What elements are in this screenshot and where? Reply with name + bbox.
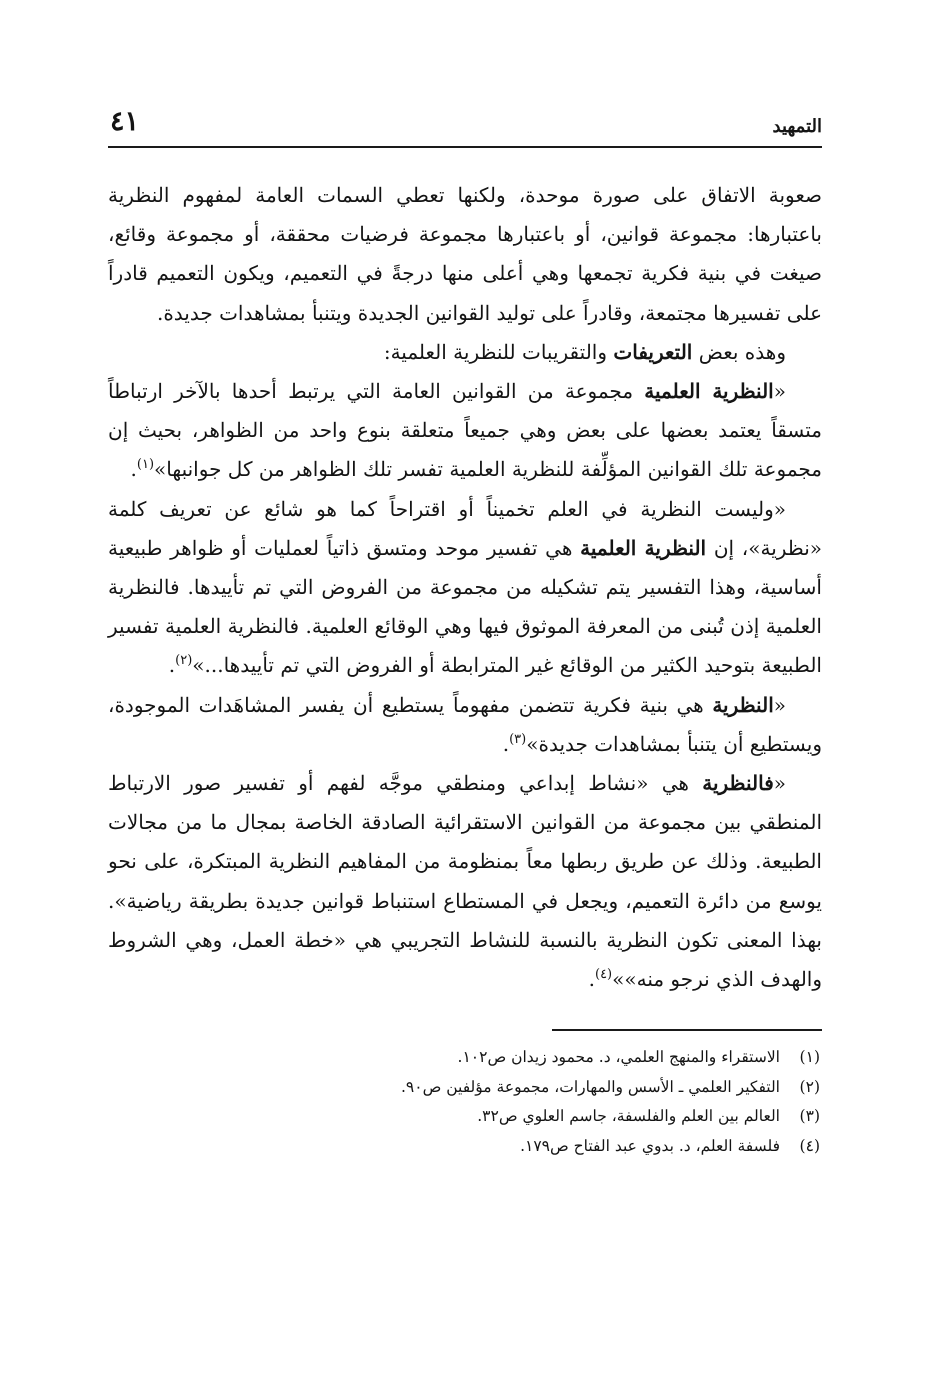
section-title: التمهيد — [772, 116, 822, 137]
footnote-number: (١) — [799, 1048, 820, 1067]
text-run: «وليست النظرية في العلم تخميناً أو اقتراحاً كما هو شائع عن تعريف كلمة «نظرية»، إن — [108, 496, 823, 560]
text-run: مجموعة من القوانين العامة التي يرتبط أحدها بالآخر ارتباطاً متسقاً يعتمد بعضها على بعض وهي جميعاً متعلقة بنوع واحد من الظواهر، بحيث إن مجموعة تلك القوانين المؤلِّفة للنظرية العلمية تفسر تلك الظواهر من كل جوانبها» — [108, 379, 822, 482]
text-run: . — [502, 731, 510, 756]
bold-term: النظرية العلمية — [580, 535, 707, 560]
text-run: وهذه بعض — [692, 339, 786, 364]
footnote-text: الاستقراء والمنهج العلمي، د. محمود زيدان ص١٠٢. — [457, 1048, 780, 1067]
bold-term: النظرية العلمية — [644, 379, 774, 404]
footnote-item — [108, 1132, 822, 1162]
text-run: هي تفسير موحد ومتسق ذاتياً لعمليات أو ظواهر طبيعية أساسية، وهذا التفسير يتم تشكيله من مجموعة من الفروض التي تم تأييدها. فالنظرية العلمية إذن تُبنى من المعرفة الموثوق فيها وهي الوقائع العلمية. فالنظرية العلمية تفسير الطبيعة بتوحيد الكثير من الوقائع غير المترابطة أو الفروض التي تم تأييدها...» — [108, 535, 822, 678]
quote-mark: « — [773, 771, 786, 796]
text-run: والتقريبات للنظرية العلمية: — [383, 339, 614, 364]
footnote-text: التفكير العلمي ـ الأسس والمهارات، مجموعة مؤلفين ص٩٠. — [400, 1077, 780, 1096]
footnote-ref: (٣) — [509, 731, 527, 747]
quote-mark: « — [773, 692, 786, 717]
book-page — [108, 100, 822, 1161]
footnote-item — [108, 1073, 822, 1103]
quote-mark: « — [773, 379, 786, 404]
footnote-number: (٤) — [799, 1136, 820, 1155]
footnote-text: العالم بين العلم والفلسفة، جاسم العلوي ص٣٢. — [477, 1107, 780, 1126]
footnotes — [108, 1043, 822, 1161]
footnote-ref: (٢) — [175, 653, 193, 669]
text-run: هي بنية فكرية تتضمن مفهوماً يستطيع أن يفسر المشاهَدات الموجودة، ويستطيع أن يتنبأ بمشاهدات جديدة» — [108, 692, 822, 756]
bold-term: فالنظرية — [702, 771, 774, 796]
body-text — [108, 176, 822, 999]
paragraph-5 — [108, 686, 822, 764]
footnote-divider — [552, 1029, 822, 1031]
footnote-number: (٢) — [799, 1077, 820, 1096]
text-run: . — [168, 653, 176, 678]
paragraph-2 — [108, 333, 822, 372]
text-run: هي «نشاط إبداعي ومنطقي موجَّه لفهم أو تفسير صور الارتباط المنطقي بين مجموعة من القوانين الاستقرائية الصادقة الخاصة بمجال ما من مجالات الطبيعة. وذلك عن طريق ربطها معاً بمنظومة من المفاهيم النظرية المبتكرة، على نحو يوسع من دائرة التعميم، ويجعل في المستطاع استنباط قوانين جديدة بطريقة رياضية». بهذا المعنى تكون النظرية بالنسبة للنشاط التجريبي هي «خطة العمل، وهي الشروط والهدف الذي نرجو منه»» — [108, 771, 823, 992]
footnote-item — [108, 1102, 822, 1132]
footnote-text: فلسفة العلم، د. بدوي عبد الفتاح ص١٧٩. — [520, 1136, 780, 1155]
text-run: . — [588, 967, 595, 992]
bold-term: التعريفات — [613, 339, 693, 364]
paragraph-3 — [108, 372, 822, 490]
paragraph-4 — [108, 490, 822, 686]
footnote-number: (٣) — [799, 1107, 820, 1126]
text-run: . — [130, 457, 137, 482]
page-number: ٤١ — [110, 106, 140, 137]
paragraph-6 — [108, 764, 822, 999]
footnote-item — [108, 1043, 822, 1073]
paragraph-1: صعوبة الاتفاق على صورة موحدة، ولكنها تعطي السمات العامة لمفهوم النظرية باعتبارها: مجموعة قوانين، أو باعتبارها مجموعة فرضيات محققة، أو مجموعة وقائع، صيغت في بنية فكرية تجمعها وهي أعلى منها درجةً في التعميم، ويكون التعميم قادراً على تفسيرها مجتمعة، وقادراً على توليد القوانين الجديدة ويتنبأ بمشاهدات جديدة. — [108, 183, 822, 325]
footnote-ref: (١) — [136, 457, 155, 473]
bold-term: النظرية — [712, 692, 774, 717]
running-header — [108, 100, 822, 148]
footnote-ref: (٤) — [594, 967, 613, 983]
